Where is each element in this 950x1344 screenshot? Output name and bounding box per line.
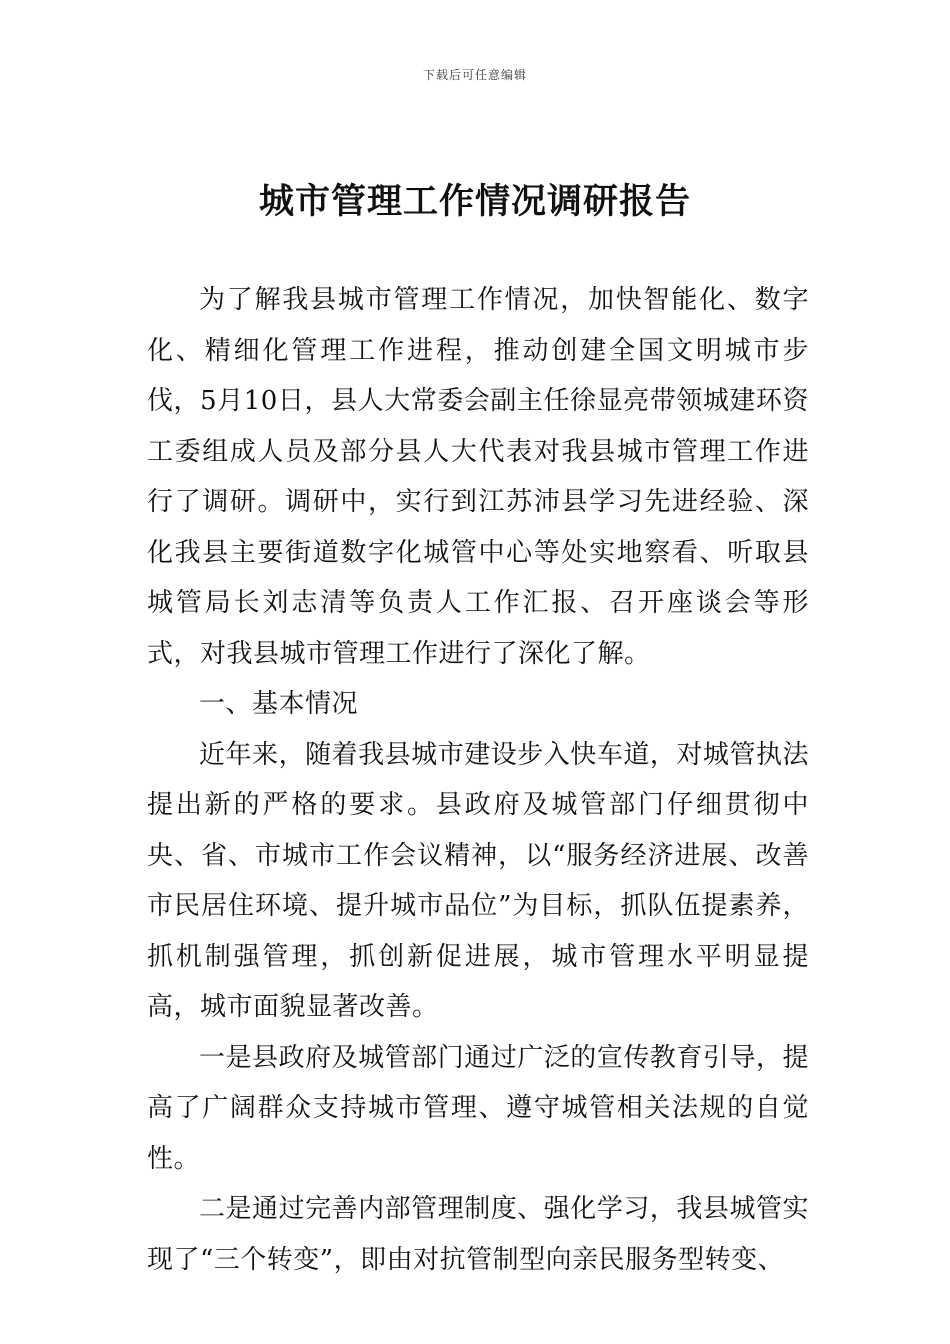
header-note: 下载后可任意编辑 <box>422 68 527 82</box>
paragraph-point-two: 二是通过完善内部管理制度、强化学习，我县城管实现了“三个转变”，即由对抗管制型向亲民服务型转变、 <box>147 1194 809 1275</box>
document-body <box>147 275 809 1285</box>
section-heading-basic-situation: 一、基本情况 <box>199 689 359 719</box>
paragraph-intro: 为了解我县城市管理工作情况，加快智能化、数字化、精细化管理工作进程，推动创建全国文明城市步伐，5月10日，县人大常委会副主任徐显亮带领城建环资工委组成人员及部分县人大代表对我县城市管理工作进行了调研。调研中，实行到江苏沛县学习先进经验、深化我县主要街道数字化城管中心等处实地察看、听取县城管局长刘志清等负责人工作汇报、召开座谈会等形式，对我县城市管理工作进行了深化了解。 <box>147 285 809 669</box>
paragraph-point-one: 一是县政府及城管部门通过广泛的宣传教育引导，提高了广阔群众支持城市管理、遵守城管相关法规的自觉性。 <box>147 1042 809 1174</box>
document-title: 城市管理工作情况调研报告 <box>258 182 691 222</box>
paragraph-recent-years: 近年来，随着我县城市建设步入快车道，对城管执法提出新的严格的要求。县政府及城管部门仔细贯彻中央、省、市城市工作会议精神，以“服务经济进展、改善市民居住环境、提升城市品位”为目标，抓队伍提素养，抓机制强管理，抓创新促进展，城市管理水平明显提高，城市面貌显著改善。 <box>147 739 809 1022</box>
